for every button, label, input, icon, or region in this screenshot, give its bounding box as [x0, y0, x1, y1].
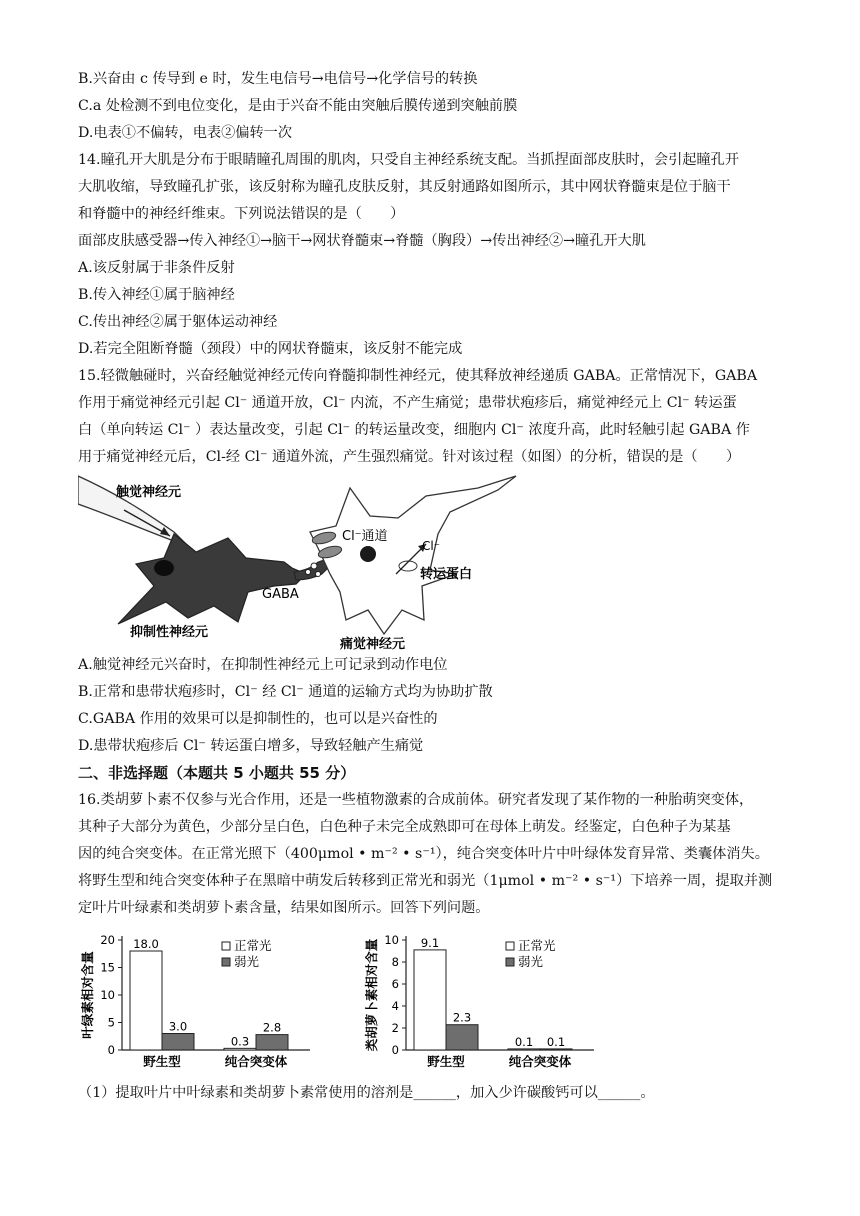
- option-13b: B.兴奋由 c 传导到 e 时，发生电信号→电信号→化学信号的转换: [78, 71, 478, 87]
- question-14-line3: 和脊髓中的神经纤维束。下列说法错误的是（ ）: [78, 206, 405, 222]
- y-tick-label: 5: [107, 1015, 115, 1030]
- bar-value-label: 2.3: [452, 1010, 472, 1025]
- bar-weak-light: [446, 1025, 478, 1050]
- bar-normal-light: [414, 950, 446, 1050]
- question-16-line3: 因的纯合突变体。在正常光照下（400μmol • m⁻² • s⁻¹），纯合突变体叶片中叶绿体发育异常、类囊体消失。: [78, 846, 769, 862]
- label-pain-neuron: 痛觉神经元: [340, 637, 406, 650]
- bar-value-label: 9.1: [420, 935, 440, 950]
- y-tick-label: 10: [384, 933, 399, 947]
- pain-nucleus: [360, 546, 376, 562]
- inhibitory-nucleus: [154, 560, 174, 576]
- question-15-line2: 作用于痛觉神经元引起 Cl⁻ 通道开放，Cl⁻ 内流，不产生痛觉；患带状疱疹后，痛觉神经元上 Cl⁻ 转运蛋: [78, 395, 737, 411]
- bar-value-label: 18.0: [133, 937, 159, 951]
- option-14d: D.若完全阻断脊髓（颈段）中的网状脊髓束，该反射不能完成: [78, 341, 463, 357]
- option-15c: C.GABA 作用的效果可以是抑制性的，也可以是兴奋性的: [78, 711, 438, 727]
- vesicle: [306, 570, 311, 575]
- chlorophyll-chart: [78, 924, 318, 1076]
- x-category-label: 纯合突变体: [508, 1054, 572, 1069]
- question-14-line2: 大肌收缩，导致瞳孔扩张，该反射称为瞳孔皮肤反射，其反射通路如图所示，其中网状脊髓束是位于脑干: [78, 179, 731, 195]
- option-14b: B.传入神经①属于脑神经: [78, 287, 235, 303]
- bar-normal-light: [224, 1048, 256, 1050]
- bar-normal-light: [508, 1049, 540, 1050]
- y-tick-label: 8: [391, 955, 399, 969]
- option-14a: A.该反射属于非条件反射: [78, 260, 235, 276]
- option-14c: C.传出神经②属于躯体运动神经: [78, 314, 278, 330]
- legend-label: 弱光: [518, 954, 544, 969]
- bar-value-label: 0.1: [546, 1034, 566, 1049]
- bar-weak-light: [540, 1049, 572, 1050]
- label-cl-ion: Cl⁻: [422, 539, 441, 553]
- y-tick-label: 4: [391, 999, 399, 1013]
- y-tick-label: 0: [107, 1043, 115, 1057]
- question-15-line4: 用于痛觉神经元后，Cl-经 Cl⁻ 通道外流，产生强烈痛觉。针对该过程（如图）的分析，错误的是（ ）: [78, 449, 741, 465]
- legend-swatch: [222, 958, 230, 966]
- y-tick-label: 6: [391, 977, 399, 991]
- carotenoid-chart: [362, 924, 612, 1076]
- y-tick-label: 0: [391, 1043, 399, 1057]
- bar-value-label: 0.3: [230, 1034, 250, 1049]
- inhibitory-axon: [294, 560, 328, 580]
- question-15-line1: 15.轻微触碰时，兴奋经触觉神经元传向脊髓抑制性神经元，使其释放神经递质 GABA。正常情况下，GABA: [78, 368, 758, 384]
- question-15-line3: 白（单向转运 Cl⁻ ）表达量改变，引起 Cl⁻ 的转运量改变，细胞内 Cl⁻ 浓度升高，此时轻触引起 GABA 作: [78, 422, 750, 438]
- question-16-part1: （1）提取叶片中叶绿素和类胡萝卜素常使用的溶剂是______，加入少许碳酸钙可以______。: [78, 1085, 655, 1101]
- label-gaba: GABA: [262, 587, 299, 602]
- x-category-label: 野生型: [427, 1054, 465, 1069]
- option-15b: B.正常和患带状疱疹时，Cl⁻ 经 Cl⁻ 通道的运输方式均为协助扩散: [78, 684, 493, 700]
- label-touch-neuron: 触觉神经元: [116, 485, 182, 500]
- label-cl-channel: Cl⁻通道: [342, 529, 388, 544]
- legend-swatch: [506, 958, 514, 966]
- question-14-line1: 14.瞳孔开大肌是分布于眼睛瞳孔周围的肌肉，只受自主神经系统支配。当抓捏面部皮肤时，会引起瞳孔开: [78, 152, 740, 168]
- legend-swatch: [222, 942, 230, 950]
- y-tick-label: 15: [100, 960, 115, 975]
- neuron-diagram: [78, 474, 518, 650]
- y-tick-label: 2: [391, 1021, 399, 1035]
- question-16-line1: 16.类胡萝卜素不仅参与光合作用，还是一些植物激素的合成前体。研究者发现了某作物的一种胎萌突变体，: [78, 792, 754, 808]
- x-category-label: 野生型: [143, 1054, 181, 1069]
- question-16-line2: 其种子大部分为黄色，少部分呈白色，白色种子未完全成熟即可在母体上萌发。经鉴定，白色种子为某基: [78, 819, 731, 835]
- y-axis-label: 类胡萝卜素相对含量: [364, 938, 379, 1052]
- pain-neuron: [310, 476, 516, 634]
- option-15a: A.触觉神经元兴奋时，在抑制性神经元上可记录到动作电位: [78, 657, 448, 673]
- y-tick-label: 20: [100, 933, 115, 947]
- option-13d: D.电表①不偏转，电表②偏转一次: [78, 125, 293, 141]
- section-title: 二、非选择题（本题共 5 小题共 55 分）: [78, 764, 356, 782]
- inhibitory-neuron: [118, 534, 306, 624]
- bar-value-label: 0.1: [514, 1034, 534, 1049]
- legend-label: 弱光: [234, 954, 260, 969]
- legend-label: 正常光: [518, 938, 556, 953]
- legend-label: 正常光: [234, 938, 272, 953]
- legend-swatch: [506, 942, 514, 950]
- y-tick-label: 10: [100, 988, 115, 1002]
- vesicle: [311, 563, 317, 569]
- label-inhibitory-neuron: 抑制性神经元: [130, 625, 209, 640]
- x-category-label: 纯合突变体: [224, 1054, 288, 1069]
- option-13c: C.a 处检测不到电位变化，是由于兴奋不能由突触后膜传递到突触前膜: [78, 98, 518, 114]
- bar-value-label: 3.0: [168, 1019, 188, 1034]
- vesicle: [316, 572, 321, 577]
- bar-weak-light: [256, 1035, 288, 1050]
- bar-weak-light: [162, 1034, 194, 1051]
- question-16-line5: 定叶片叶绿素和类胡萝卜素含量，结果如图所示。回答下列问题。: [78, 900, 490, 916]
- option-15d: D.患带状疱疹后 Cl⁻ 转运蛋白增多，导致轻触产生痛觉: [78, 738, 424, 754]
- bar-normal-light: [130, 951, 162, 1050]
- y-axis-label: 叶绿素相对含量: [80, 951, 95, 1039]
- question-16-line4: 将野生型和纯合突变体种子在黑暗中萌发后转移到正常光和弱光（1μmol • m⁻² • s⁻¹）下培养一周，提取并测: [78, 873, 773, 889]
- label-transporter: 转运蛋白: [420, 567, 473, 582]
- reflex-pathway: 面部皮肤感受器→传入神经①→脑干→网状脊髓束→脊髓（胸段）→传出神经②→瞳孔开大肌: [78, 233, 646, 249]
- bar-value-label: 2.8: [262, 1020, 282, 1035]
